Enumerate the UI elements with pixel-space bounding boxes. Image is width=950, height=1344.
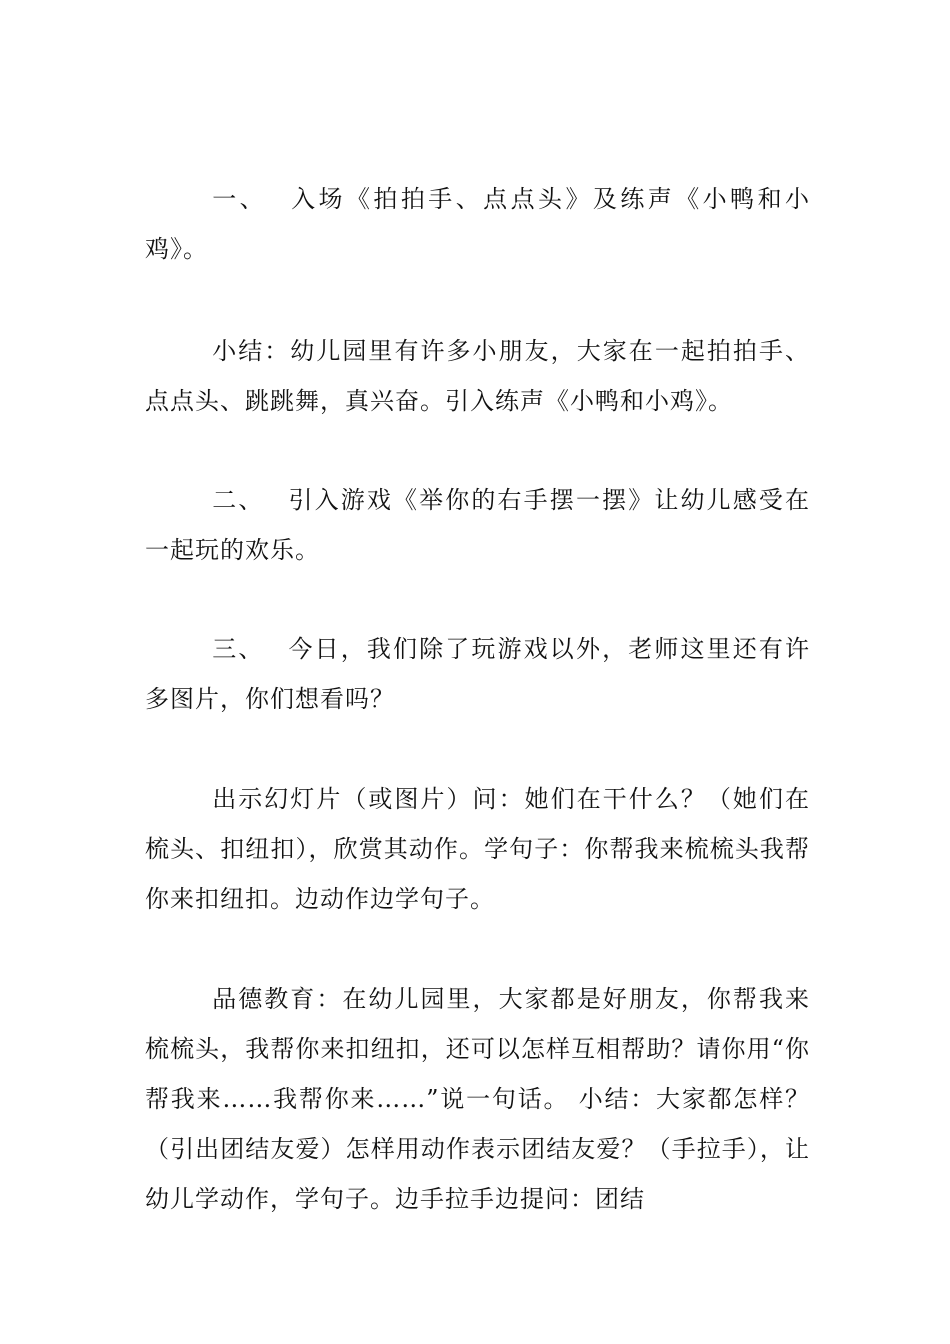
paragraph-text: 引入游戏《举你的右手摆一摆》让幼儿感受在一起玩的欢乐。 bbox=[145, 486, 811, 564]
paragraph-number: 一、 bbox=[212, 185, 268, 213]
paragraph-6 bbox=[145, 974, 810, 1224]
paragraph-text: 出示幻灯片（或图片）问：她们在干什么？（她们在梳头、扣纽扣），欣赏其动作。学句子：你帮我来梳梳头我帮你来扣纽扣。边动作边学句子。 bbox=[145, 785, 810, 913]
paragraph-5 bbox=[145, 774, 810, 924]
paragraph-number: 三、 bbox=[212, 635, 265, 663]
paragraph-number: 二、 bbox=[212, 486, 265, 514]
paragraph-text: 今日，我们除了玩游戏以外，老师这里还有许多图片，你们想看吗？ bbox=[145, 635, 811, 713]
paragraph-1 bbox=[145, 174, 810, 274]
paragraph-text: 入场《拍拍手、点点头》及练声《小鸭和小鸡》。 bbox=[145, 185, 811, 263]
paragraph-4 bbox=[145, 624, 810, 724]
paragraph-text: 品德教育：在幼儿园里，大家都是好朋友，你帮我来梳梳头，我帮你来扣纽扣，还可以怎样互相帮助？请你用“你帮我来……我帮你来……”说一句话。 小结：大家都怎样？（引出团结友爱）怎样用动作表示团结友爱？（手拉手），让幼儿学动作，学句子。边手拉手边提问：团结 bbox=[145, 985, 810, 1213]
paragraph-3 bbox=[145, 475, 810, 575]
paragraph-2 bbox=[145, 326, 810, 426]
paragraph-text: 小结：幼儿园里有许多小朋友，大家在一起拍拍手、点点头、跳跳舞，真兴奋。引入练声《小鸭和小鸡》。 bbox=[145, 337, 810, 415]
